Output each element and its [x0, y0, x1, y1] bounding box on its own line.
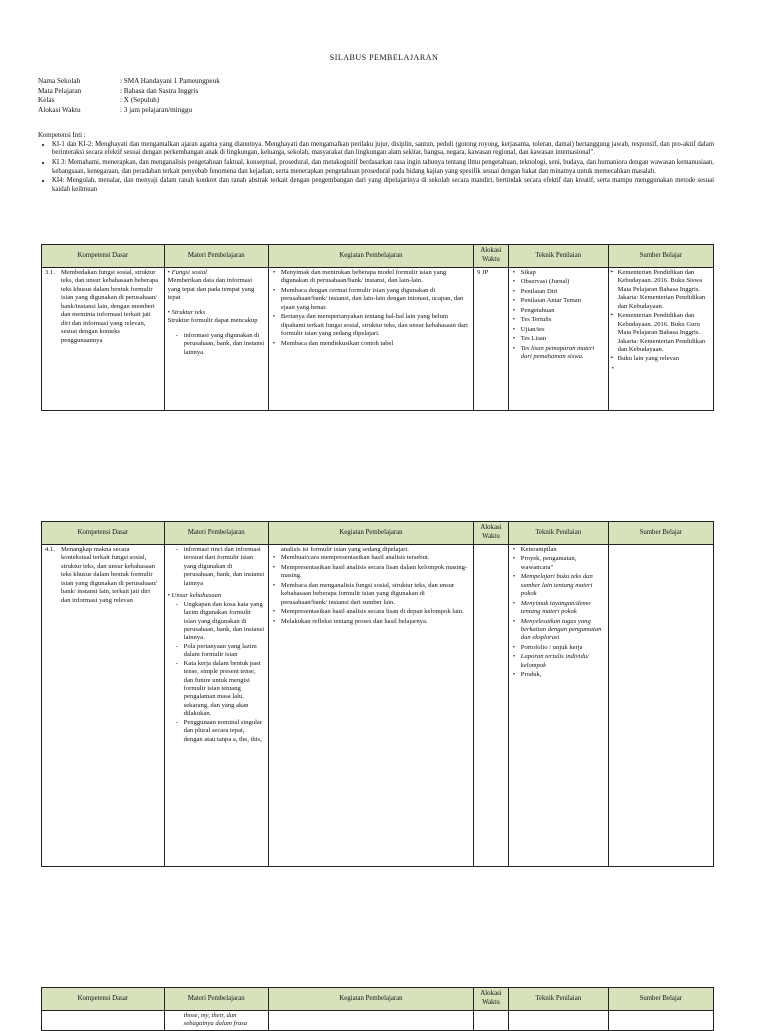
kegiatan-item: • Mempresentasikan hasil analisis secara lisan dalam kelompok masing-masing.	[281, 564, 470, 581]
table-row	[42, 268, 714, 411]
teknik-cell	[508, 268, 608, 411]
identity-value: : SMA Handayani 1 Pameungpeuk	[120, 77, 220, 85]
materi-fungsi-text: Memberikan data dan informasi yang tepat dan pada tempat yang tepat	[167, 277, 255, 302]
header-materi: Materi Pembelajaran	[164, 522, 268, 545]
sumber-cell	[608, 545, 713, 867]
header-teknik: Teknik Penilaian	[508, 988, 608, 1011]
ki-item: • KI 3: Memahami, menerapkan, dan menganalisis pengetahuan faktual, konseptual, prosedural, dan metakognitif berdasarkan rasa ingin tahunya tentang ilmu pengetahuan, teknologi, seni, budaya, dan humaniora dengan wawasan kemanusiaan, kebangsaan, kenegaraan, dan peradaban terkait penyebab fenomena dan kejadian, serta menerapkan pengetahuan prosedural pada bidang kajian yang spesifik sesuai dengan bakat dan minatnya untuk memecahkan masalah.	[52, 159, 714, 176]
kegiatan-item: • Membaca dan mendiskusikan contoh tabel	[281, 340, 470, 348]
header-sumber: Sumber Belajar	[608, 245, 713, 268]
materi-fungsi-label: • Fungsi sosial	[167, 269, 207, 276]
materi-cell	[164, 268, 268, 411]
materi-cell	[164, 1011, 268, 1031]
identity-value: : 3 jam pelajaran/minggu	[120, 105, 193, 114]
table-header-row	[42, 522, 714, 545]
kegiatan-item: • Melakukan refleksi tentang proses dan hasil belajarnya.	[281, 618, 470, 626]
header-alokasi: Alokasi Waktu	[474, 522, 509, 545]
teknik-item: • Produk,	[521, 671, 605, 679]
kd-number: 3.1.	[45, 269, 55, 276]
teknik-item: • Tes lisan pemaparan materi dari pemahaman siswa.	[521, 345, 605, 362]
teknik-item: • Keterampilan	[521, 546, 605, 554]
table-header-row	[42, 245, 714, 268]
kd-text: Menangkap makna secara kontekstual terkait fungsi sosial, struktur teks, dan unsur kebahasaan teks khusus dalam bentuk formulir isian yang digunakan di perusahaan/ bank/ instansi lain, terkait jati diri dan informasi yang relevan	[61, 546, 157, 604]
identity-value: : Bahasa dan Sastra Inggris	[120, 86, 199, 95]
ki-item: • KI-1 dan KI-2: Menghayati dan mengamalkan ajaran agama yang dianutnya. Menghayati dan mengamalkan perilaku jujur, disiplin, santun, peduli (gotong royong, kerjasama, toleran, damai) bertanggung jawab, responsif, dan pro-aktif dalam berinteraksi secara efektif sesuai dengan perkembangan anak di lingkungan, keluarga, sekolah, masyarakat dan lingkungan alam sekitar, bangsa, negara, kawasan regional, dan kawasan internasional".	[52, 141, 714, 158]
kegiatan-item: • Mempresentasikan hasil analisis secara lisan di depan kelompok lain.	[281, 608, 470, 616]
header-materi: Materi Pembelajaran	[164, 988, 268, 1011]
kd-cell	[42, 1011, 165, 1031]
kegiatan-continued: analisis isi formulir isian yang sedang dipelajari.	[280, 546, 409, 553]
materi-text: those, my, their, dan sebagainya dalam frasa	[183, 1012, 248, 1028]
syllabus-table-1	[41, 244, 714, 411]
teknik-cell	[508, 1011, 608, 1031]
teknik-item: • Tes Tertulis	[521, 316, 605, 324]
sumber-empty-bullet: •	[611, 364, 614, 372]
identity-label: Alokasi Waktu	[38, 105, 81, 114]
teknik-item: • Laporan tertulis individu/ kelompok	[521, 653, 605, 670]
table-row	[42, 545, 714, 867]
teknik-item: • Ujian/tes	[521, 326, 605, 334]
teknik-item: • Pengetahuan	[521, 307, 605, 315]
identity-label: Kelas	[38, 96, 55, 104]
teknik-cell	[508, 545, 608, 867]
identity-label: Mata Pelajaran	[38, 86, 82, 95]
sumber-item: ➢ Kementerian Pendidikan dan Kebudayaan. 2016. Buku Guru Mata Pelajaran Bahasa Inggris. Jakarta: Kementerian Pendidikan dan Kebudayaan.	[618, 312, 710, 354]
materi-item: - Kata kerja dalam bentuk past tense, simple present tense, dan future untuk mengisi formulir isian tentang pengalaman masa lalu, sekarang, dan yang akan dilakukan.	[184, 660, 265, 719]
kegiatan-item: • Bertanya dan mempertanyakan tentang hal-hal lain yang belum dipahami terkait fungsi sosial, struktur teks, dan unsur kebahasaan dari formulir isian yang sedang dipelajari.	[281, 313, 470, 338]
header-kompetensi-dasar: Kompetensi Dasar	[42, 245, 165, 268]
materi-cell	[164, 545, 268, 867]
teknik-item: • Menyimak tayangan/demo tentang materi pokok	[521, 600, 605, 617]
materi-struktur-label-text: Struktur teks	[171, 308, 206, 316]
header-alokasi: Alokasi Waktu	[474, 245, 509, 268]
teknik-item: • Tes Lisan	[521, 335, 605, 343]
materi-item: - Penggunaan nominal singular dan plural secara tepat, dengan atau tanpa a, the, this,	[184, 719, 265, 744]
materi-unsur-label-text: Unsur kebahasaan	[171, 592, 222, 600]
teknik-item: • Proyek, pengamatan, wawancara"	[521, 555, 605, 572]
kd-cell	[42, 545, 165, 867]
syllabus-table-2	[41, 521, 714, 867]
sumber-cell	[608, 268, 713, 411]
identity-row	[38, 87, 220, 97]
kegiatan-cell	[268, 545, 473, 867]
sumber-item: ➢ Buku lain yang relevan	[618, 355, 710, 363]
materi-fungsi-label-text: Fungsi sosial	[171, 269, 207, 276]
materi-item: - Pola pertanyaan yang lazim dalam formulir isian	[184, 643, 265, 660]
teknik-item: • Penilaian Diri	[521, 288, 605, 296]
identity-row	[38, 96, 220, 106]
kd-number: 4.1.	[45, 546, 55, 553]
table-row	[42, 1011, 714, 1031]
identity-value: : X (Sepuluh)	[120, 96, 160, 104]
header-sumber: Sumber Belajar	[608, 988, 713, 1011]
materi-struktur-text: Struktur formulir dapat mencakup	[167, 317, 258, 325]
header-kegiatan: Kegiatan Pembelajaran	[268, 988, 473, 1011]
sumber-cell	[608, 1011, 713, 1031]
materi-struktur-label: • Struktur teks	[167, 308, 206, 316]
kd-text: Membedakan fungsi sosial, struktur teks, dan unsur kebahasaan beberapa teks khusus dalam bentuk formulir isian yang digunakan di perusahaan/ bank/instansi lain, dengan memberi dan meminta informasi terkait jati diri dan informasi yang relevan, sesuai dengan konteks penggunaannya	[61, 269, 159, 344]
teknik-item: • Sikap	[521, 269, 605, 277]
header-kompetensi-dasar: Kompetensi Dasar	[42, 522, 165, 545]
header-materi: Materi Pembelajaran	[164, 245, 268, 268]
teknik-item: • Observasi (Jurnal)	[521, 278, 605, 286]
identity-block	[38, 77, 220, 115]
kegiatan-item: • Membaca dan menganalisis fungsi sosial, struktur teks, dan unsur kebahasaan beberapa formulir isian yang digunakan di perusahaan/bank/ instansi dari sumber lain.	[281, 582, 470, 607]
kegiatan-item: • Membuat/cara mempresentasikan hasil analisis tersebut.	[281, 554, 470, 562]
kegiatan-cell	[268, 268, 473, 411]
kd-cell	[42, 268, 165, 411]
header-sumber: Sumber Belajar	[608, 522, 713, 545]
identity-label: Nama Sekolah	[38, 77, 81, 85]
kegiatan-cell	[268, 1011, 473, 1031]
materi-item: - informasi rinci dan informasi tersurat dari formulir isian yang digunakan di perusahaan, bank, dan instansi lainnya	[184, 546, 265, 588]
header-kegiatan: Kegiatan Pembelajaran	[268, 522, 473, 545]
header-kompetensi-dasar: Kompetensi Dasar	[42, 988, 165, 1011]
alokasi-cell: 9 JP	[474, 268, 509, 411]
ki-item: • KI4: Mengolah, menalar, dan menyaji dalam ranah konkret dan ranah abstrak terkait dengan pengembangan dari yang dipelajarinya di sekolah secara mandiri, bertindak secara efektif dan kreatif, serta mampu menggunakan metode sesuai kaidah keilmuan	[52, 177, 714, 194]
teknik-item: • Menyelesaikan tugas yang berkaitan dengan pengamatan dan eksplorasi	[521, 618, 605, 643]
header-teknik: Teknik Penilaian	[508, 245, 608, 268]
alokasi-cell	[474, 545, 509, 867]
materi-unsur-label: • Unsur kebahasaan	[167, 592, 222, 600]
sumber-item: ➢ Kementerian Pendidikan dan Kebudayaan. 2016. Buku Siswa Mata Pelajaran Bahasa Inggris. Jakarta: Kementerian Pendidikan dan Kebudayaan.	[618, 269, 710, 311]
kompetensi-inti	[38, 132, 714, 196]
teknik-item: • Penilaian Antar Teman	[521, 297, 605, 305]
header-alokasi: Alokasi Waktu	[474, 988, 509, 1011]
teknik-item: • Mempelajari buku teks dan sumber lain tentang materi pokok	[521, 573, 605, 598]
identity-row	[38, 77, 220, 87]
page-title: SILABUS PEMBELAJARAN	[329, 53, 439, 62]
syllabus-table-3	[41, 987, 714, 1031]
table-header-row	[42, 988, 714, 1011]
kegiatan-item: • Membaca dengan cermat formulir isian yang digunakan di perusahaan/bank/ instansi, dan lain-lain dengan intonasi, ucapan, dan ejaan yang benar.	[281, 287, 470, 312]
materi-item: - Ungkapan dan kosa kata yang lazim digunakan formulir isian yang digunakan di perusahaan, bank, dan instansi lainnya.	[184, 601, 265, 643]
header-kegiatan: Kegiatan Pembelajaran	[268, 245, 473, 268]
ki-heading: Kompetensi Inti :	[38, 132, 86, 139]
materi-struktur-sub: - informasi yang digunakan di perusahaan, bank, dan instansi lainnya.	[184, 332, 265, 357]
teknik-item: • Portofolio / unjuk kerja	[521, 644, 605, 652]
header-teknik: Teknik Penilaian	[508, 522, 608, 545]
kegiatan-item: • Menyimak dan menirukan beberapa model formulir isian yang digunakan di perusahaan/bank/ instansi, dan lain-lain.	[281, 269, 470, 286]
identity-row	[38, 106, 220, 116]
alokasi-cell	[474, 1011, 509, 1031]
